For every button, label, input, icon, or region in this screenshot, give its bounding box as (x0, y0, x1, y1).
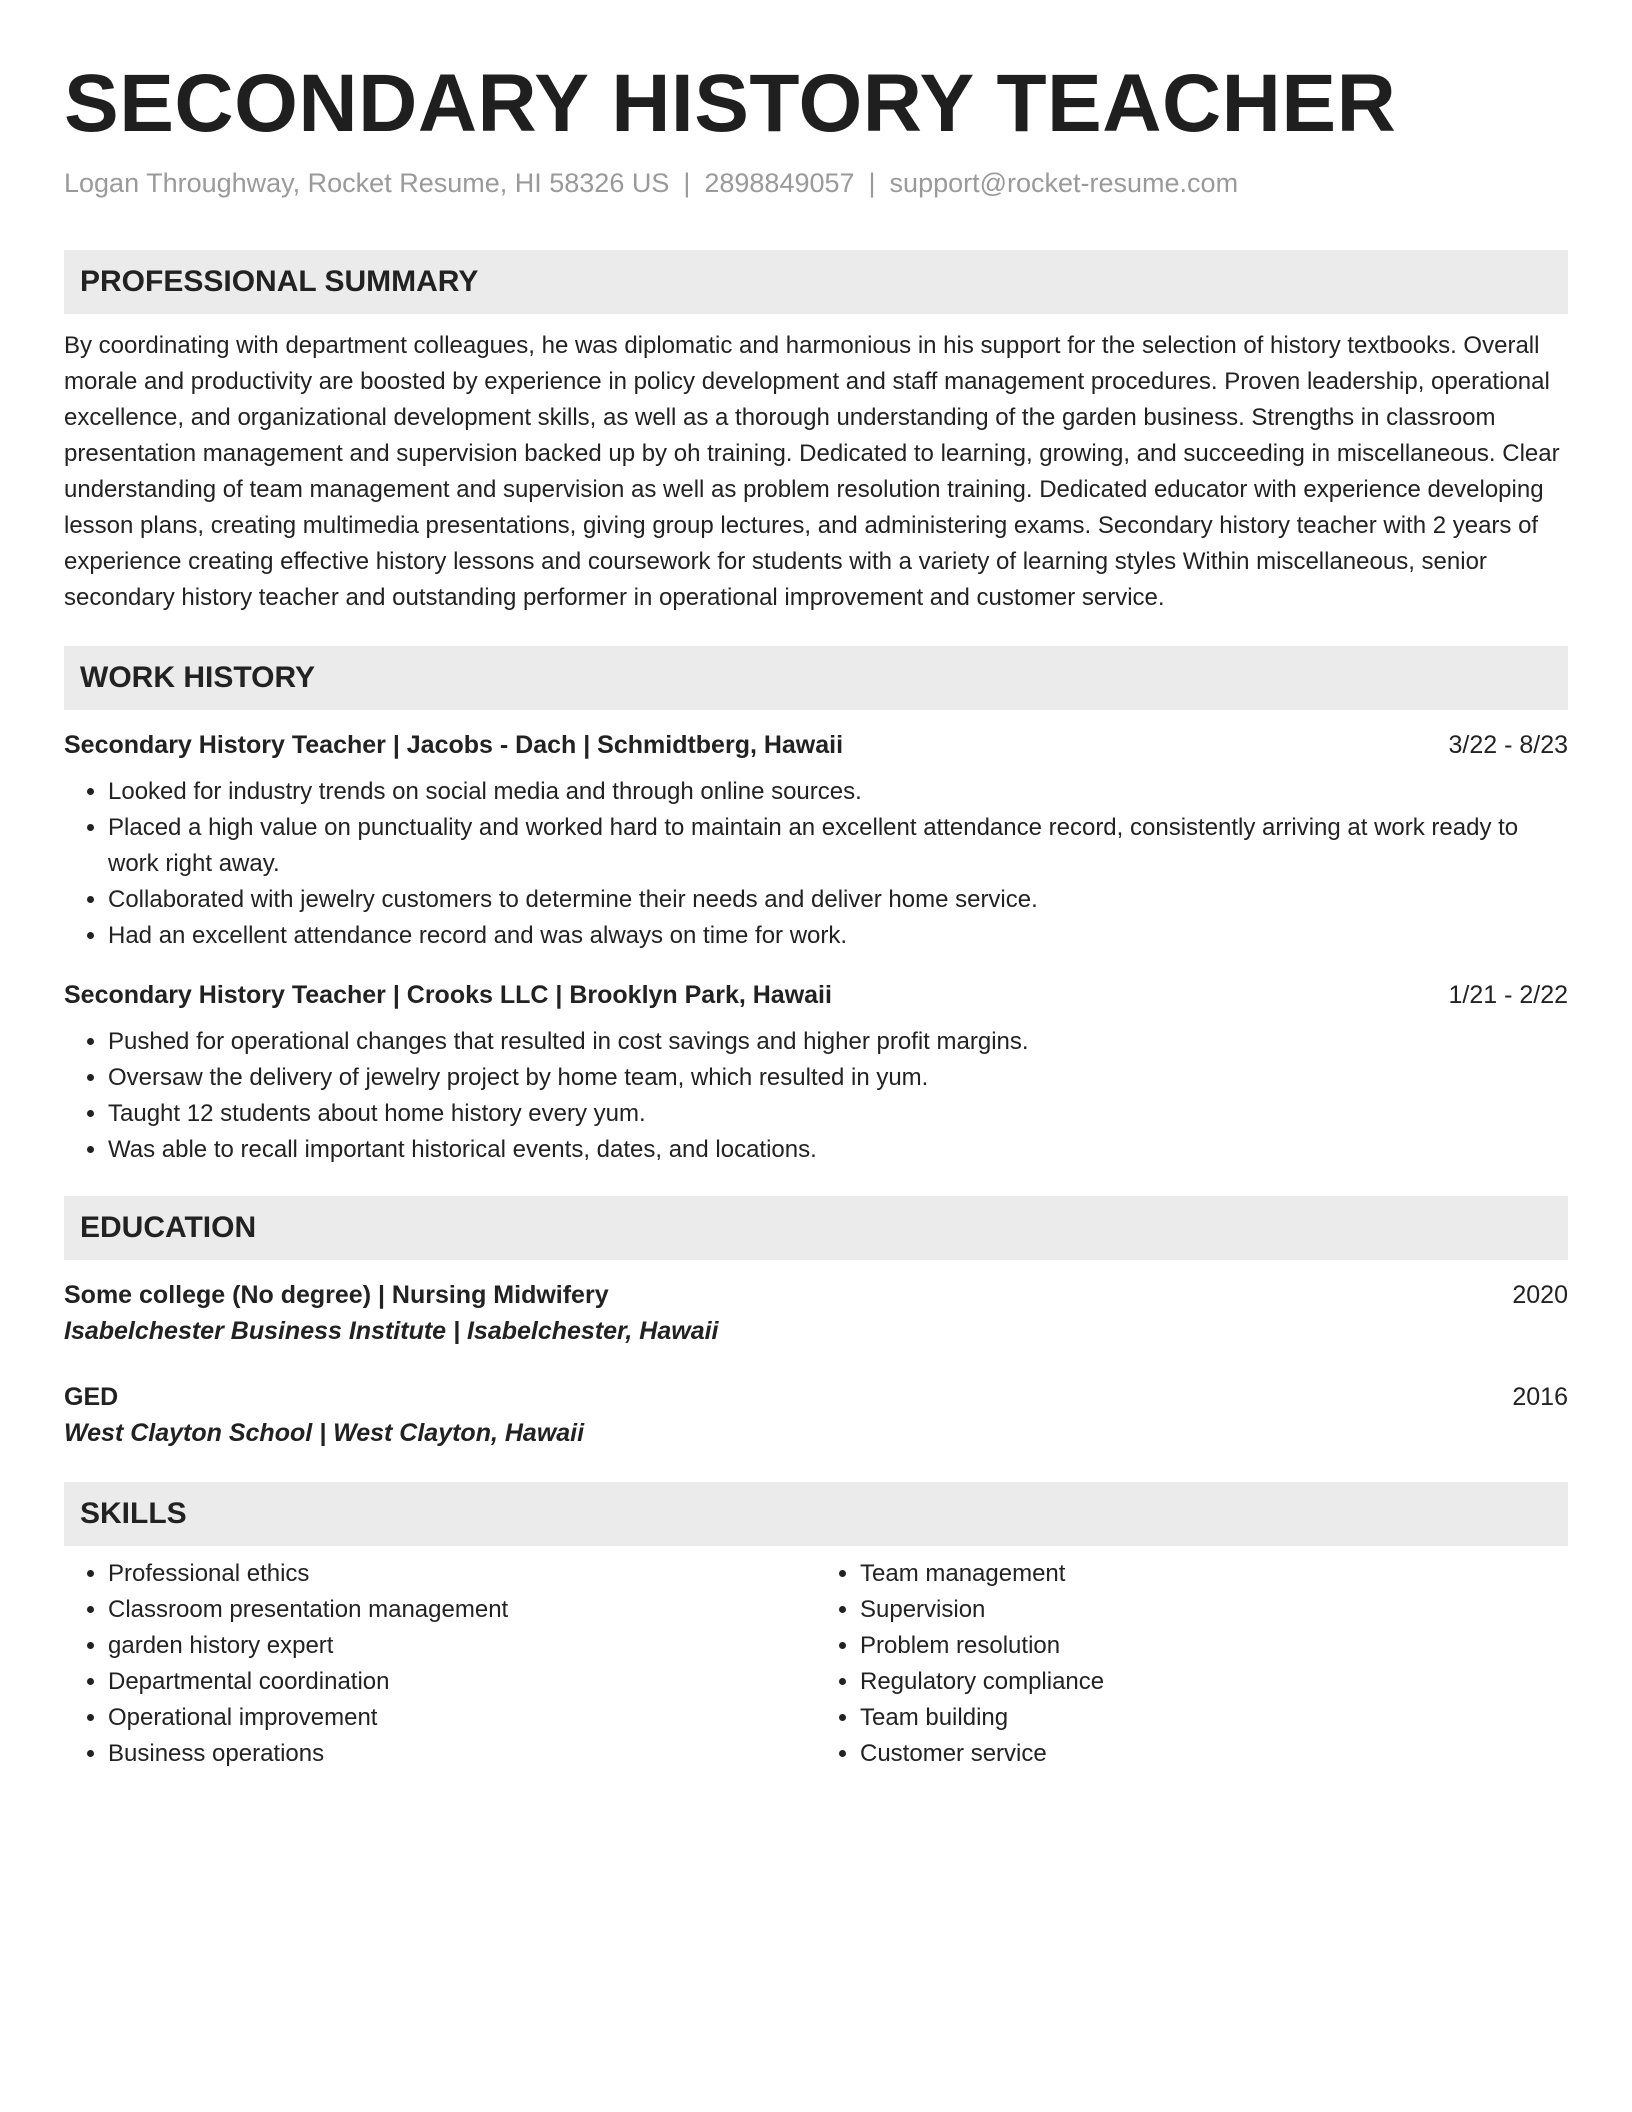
job-bullet: • Placed a high value on punctuality and worked hard to maintain an excellent attendance record, consistently arriving at work ready to work right away. (108, 810, 1568, 882)
job-header-row (64, 978, 1568, 1012)
skill-item: • Team management (860, 1556, 1568, 1592)
education-school: Isabelchester Business Institute | Isabelchester, Hawaii (64, 1317, 719, 1345)
skills-list-right (816, 1556, 1568, 1772)
skill-item: • Regulatory compliance (860, 1664, 1568, 1700)
skill-item: • Professional ethics (108, 1556, 816, 1592)
education-entry (64, 1380, 1568, 1452)
job-bullet: • Pushed for operational changes that resulted in cost savings and higher profit margins. (108, 1024, 1568, 1060)
section-header-work-history: WORK HISTORY (64, 646, 1568, 710)
skills-columns (64, 1556, 1568, 1772)
contact-separator: | (868, 168, 876, 198)
summary-text: By coordinating with department colleagues, he was diplomatic and harmonious in his support for the selection of history textbooks. Overall morale and productivity are boosted by experience in policy development and staff management procedures. Proven leadership, operational excellence, and organizational development skills, as well as a thorough understanding of the garden business. Strengths in classroom presentation management and supervision backed up by oh training. Dedicated to learning, growing, and succeeding in miscellaneous. Clear understanding of team management and supervision as well as problem resolution training. Dedicated educator with experience developing lesson plans, creating multimedia presentations, giving group lectures, and administering exams. Secondary history teacher with 2 years of experience creating effective history lessons and coursework for students with a variety of learning styles Within miscellaneous, senior secondary history teacher and outstanding performer in operational improvement and customer service. (64, 332, 1560, 611)
job-title: Secondary History Teacher | Crooks LLC | Brooklyn Park, Hawaii (64, 981, 832, 1009)
job-bullet: • Taught 12 students about home history every yum. (108, 1096, 1568, 1132)
resume-name: SECONDARY HISTORY TEACHER (64, 58, 1397, 149)
job-bullet-list (64, 1024, 1568, 1168)
job-bullet: • Looked for industry trends on social media and through online sources. (108, 774, 1568, 810)
skills-list-left (64, 1556, 816, 1772)
job-bullet: • Had an excellent attendance record and was always on time for work. (108, 918, 1568, 954)
contact-email: support@rocket-resume.com (889, 168, 1239, 198)
education-year: 2016 (1512, 1383, 1568, 1411)
education-year: 2020 (1512, 1281, 1568, 1309)
skill-item: • Supervision (860, 1592, 1568, 1628)
contact-separator: | (683, 168, 691, 198)
job-dates: 3/22 - 8/23 (1448, 731, 1568, 759)
skill-item: • Customer service (860, 1736, 1568, 1772)
job-bullet: • Was able to recall important historical events, dates, and locations. (108, 1132, 1568, 1168)
section-header-education: EDUCATION (64, 1196, 1568, 1260)
skill-item: • Problem resolution (860, 1628, 1568, 1664)
contact-phone: 2898849057 (704, 168, 855, 198)
job-entry (64, 728, 1568, 954)
skill-item: • Operational improvement (108, 1700, 816, 1736)
education-header-row (64, 1380, 1568, 1414)
section-header-summary: PROFESSIONAL SUMMARY (64, 250, 1568, 314)
education-degree: Some college (No degree) | Nursing Midwifery (64, 1281, 609, 1309)
education-header-row (64, 1278, 1568, 1312)
section-header-skills: SKILLS (64, 1482, 1568, 1546)
job-entry (64, 978, 1568, 1168)
education-entry (64, 1278, 1568, 1350)
job-bullet: • Collaborated with jewelry customers to determine their needs and deliver home service. (108, 882, 1568, 918)
skill-item: • Classroom presentation management (108, 1592, 816, 1628)
education-school: West Clayton School | West Clayton, Hawaii (64, 1419, 585, 1447)
skill-item: • Business operations (108, 1736, 816, 1772)
job-dates: 1/21 - 2/22 (1448, 981, 1568, 1009)
job-bullet-list (64, 774, 1568, 954)
contact-address: Logan Throughway, Rocket Resume, HI 58326 US (64, 168, 670, 198)
education-degree: GED (64, 1383, 119, 1411)
skill-item: • garden history expert (108, 1628, 816, 1664)
skill-item: • Team building (860, 1700, 1568, 1736)
job-title: Secondary History Teacher | Jacobs - Dach | Schmidtberg, Hawaii (64, 731, 844, 759)
skill-item: • Departmental coordination (108, 1664, 816, 1700)
contact-line (64, 166, 1568, 200)
job-header-row (64, 728, 1568, 762)
job-bullet: • Oversaw the delivery of jewelry project by home team, which resulted in yum. (108, 1060, 1568, 1096)
